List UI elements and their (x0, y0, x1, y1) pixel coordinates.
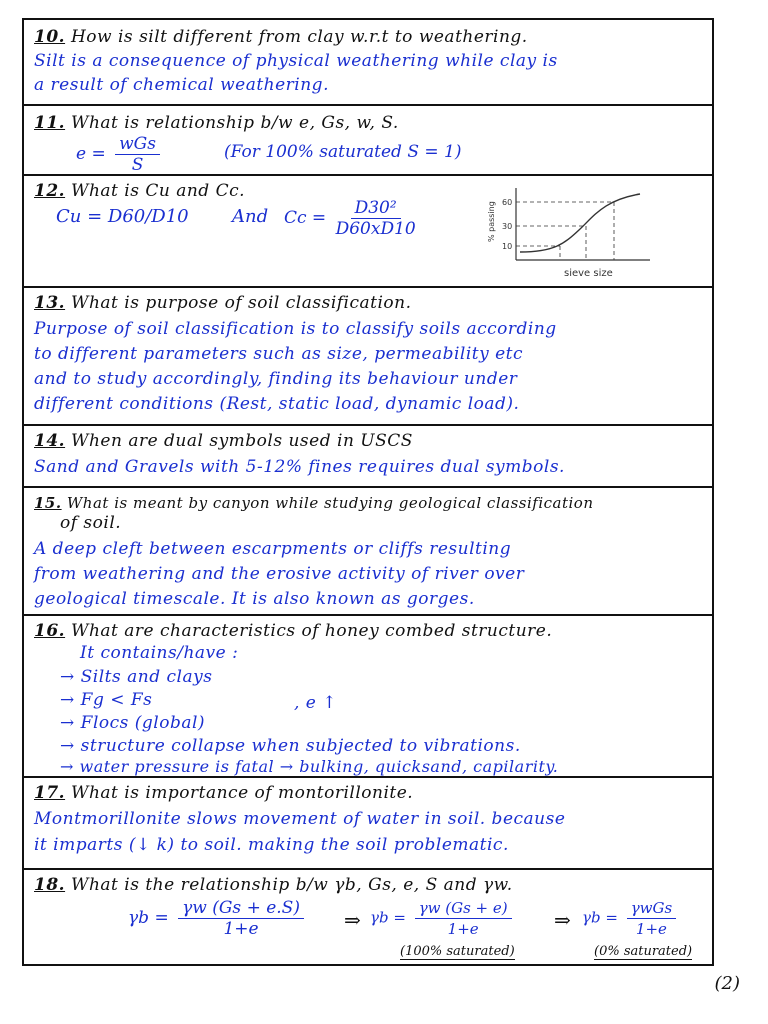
list-item: → Flocs (global) (60, 713, 206, 733)
question-text: What is relationship b/w e, Gs, w, S. (70, 113, 399, 133)
question-17-box (24, 778, 712, 870)
list-item: → water pressure is fatal → bulking, quicksand, capilarity. (60, 757, 559, 776)
cc-formula (284, 198, 420, 239)
question-text: What is Cu and Cc. (70, 181, 246, 201)
question-11-box (24, 106, 712, 176)
saturated-formula (370, 898, 516, 939)
question-17 (34, 782, 702, 804)
dry-note: (0% saturated) (594, 944, 693, 959)
list-item: → Silts and clays (60, 667, 213, 687)
dry-formula (582, 898, 680, 939)
gradation-curve-sketch (464, 182, 654, 282)
list-item: → structure collapse when subjected to vibrations. (60, 736, 521, 756)
question-14 (34, 430, 702, 452)
answer-line: to different parameters such as size, permeability etc (34, 344, 524, 364)
question-10-box (24, 20, 712, 106)
formula-denominator: 1+e (635, 920, 667, 938)
void-ratio-note: , e ↑ (294, 693, 338, 713)
question-number: 10. (34, 27, 66, 47)
question-text: What is purpose of soil classification. (70, 293, 412, 313)
implies-arrow: ⇒ (554, 908, 571, 932)
implies-arrow: ⇒ (344, 908, 361, 932)
question-text: What is importance of montorillonite. (70, 783, 414, 803)
answer-line: it imparts (↓ k) to soil. making the soil problematic. (34, 835, 509, 855)
answer-intro: It contains/have : (80, 643, 239, 663)
question-18-box (24, 870, 712, 964)
answer-line: different conditions (Rest, static load, dynamic load). (34, 394, 520, 414)
question-10 (34, 26, 702, 48)
question-text: When are dual symbols used in USCS (70, 431, 413, 451)
answer-line: and to study accordingly, finding its behaviour under (34, 369, 518, 389)
formula-lhs: γb = (370, 908, 406, 927)
cu-formula: Cu = D60/D10 (56, 206, 189, 227)
answer-line: Montmorillonite slows movement of water in soil. because (34, 809, 566, 829)
formula-lhs: γb = (128, 908, 169, 928)
bulk-unit-weight-formula (128, 898, 308, 939)
formula-numerator: γw (Gs + e) (415, 898, 512, 919)
question-14-box (24, 426, 712, 488)
answer-line: a result of chemical weathering. (34, 75, 329, 95)
question-12-box (24, 176, 712, 288)
question-11 (34, 112, 702, 134)
question-text-continued: of soil. (60, 513, 122, 533)
question-13-box (24, 288, 712, 426)
question-number: 17. (34, 783, 66, 803)
formula-fraction (336, 198, 416, 239)
formula-fraction (627, 898, 676, 939)
answer-line: geological timescale. It is also known as gorges. (34, 589, 475, 609)
saturated-note: (100% saturated) (400, 944, 515, 959)
graph-x-label: sieve size (564, 268, 613, 279)
formula-denominator: 1+e (223, 919, 259, 939)
formula-fraction (415, 898, 512, 939)
formula-denominator: D60xD10 (335, 219, 416, 239)
question-number: 13. (34, 293, 66, 313)
list-item: → Fg < Fs (60, 690, 153, 710)
graph-y-label: % passing (487, 201, 496, 242)
formula-numerator: γw (Gs + e.S) (178, 898, 304, 919)
graph-tick-30: 30 (502, 222, 513, 231)
answer-line: from weathering and the erosive activity of river over (34, 564, 525, 584)
formula-numerator: γwGs (627, 898, 676, 919)
question-number: 18. (34, 875, 66, 895)
question-number: 15. (34, 494, 62, 512)
formula-numerator: D30² (351, 198, 401, 219)
formula-numerator: wGs (115, 134, 160, 155)
formula-denominator: S (131, 155, 144, 175)
formula-fraction (178, 898, 304, 939)
answer-line: Purpose of soil classification is to classify soils according (34, 319, 557, 339)
question-16-box (24, 616, 712, 778)
formula-lhs: Cc = (284, 208, 327, 228)
question-16 (34, 620, 702, 642)
question-number: 16. (34, 621, 66, 641)
notes-sheet (22, 18, 714, 966)
answer-line: A deep cleft between escarpments or cliffs resulting (34, 539, 512, 559)
question-18 (34, 874, 702, 896)
saturation-note: (For 100% saturated S = 1) (224, 142, 462, 162)
question-15-box (24, 488, 712, 616)
question-13 (34, 292, 702, 314)
question-number: 12. (34, 181, 66, 201)
question-number: 14. (34, 431, 66, 451)
e-formula (76, 134, 164, 175)
question-15 (34, 492, 702, 514)
formula-lhs: γb = (582, 908, 618, 927)
answer-line: Sand and Gravels with 5-12% fines requires dual symbols. (34, 457, 565, 477)
question-text: What is meant by canyon while studying geological classification (66, 494, 594, 512)
and-text: And (232, 206, 269, 227)
graph-curve (520, 194, 640, 252)
formula-lhs: e = (76, 144, 106, 164)
answer-line: Silt is a consequence of physical weathering while clay is (34, 51, 558, 71)
formula-fraction (115, 134, 160, 175)
graph-tick-60: 60 (502, 198, 513, 207)
question-text: What is the relationship b/w γb, Gs, e, S and γw. (70, 875, 513, 895)
question-number: 11. (34, 113, 66, 133)
question-text: What are characteristics of honey combed structure. (70, 621, 553, 641)
graph-tick-10: 10 (502, 242, 513, 251)
formula-denominator: 1+e (447, 920, 479, 938)
page-number: (2) (714, 973, 740, 994)
question-text: How is silt different from clay w.r.t to weathering. (70, 27, 528, 47)
